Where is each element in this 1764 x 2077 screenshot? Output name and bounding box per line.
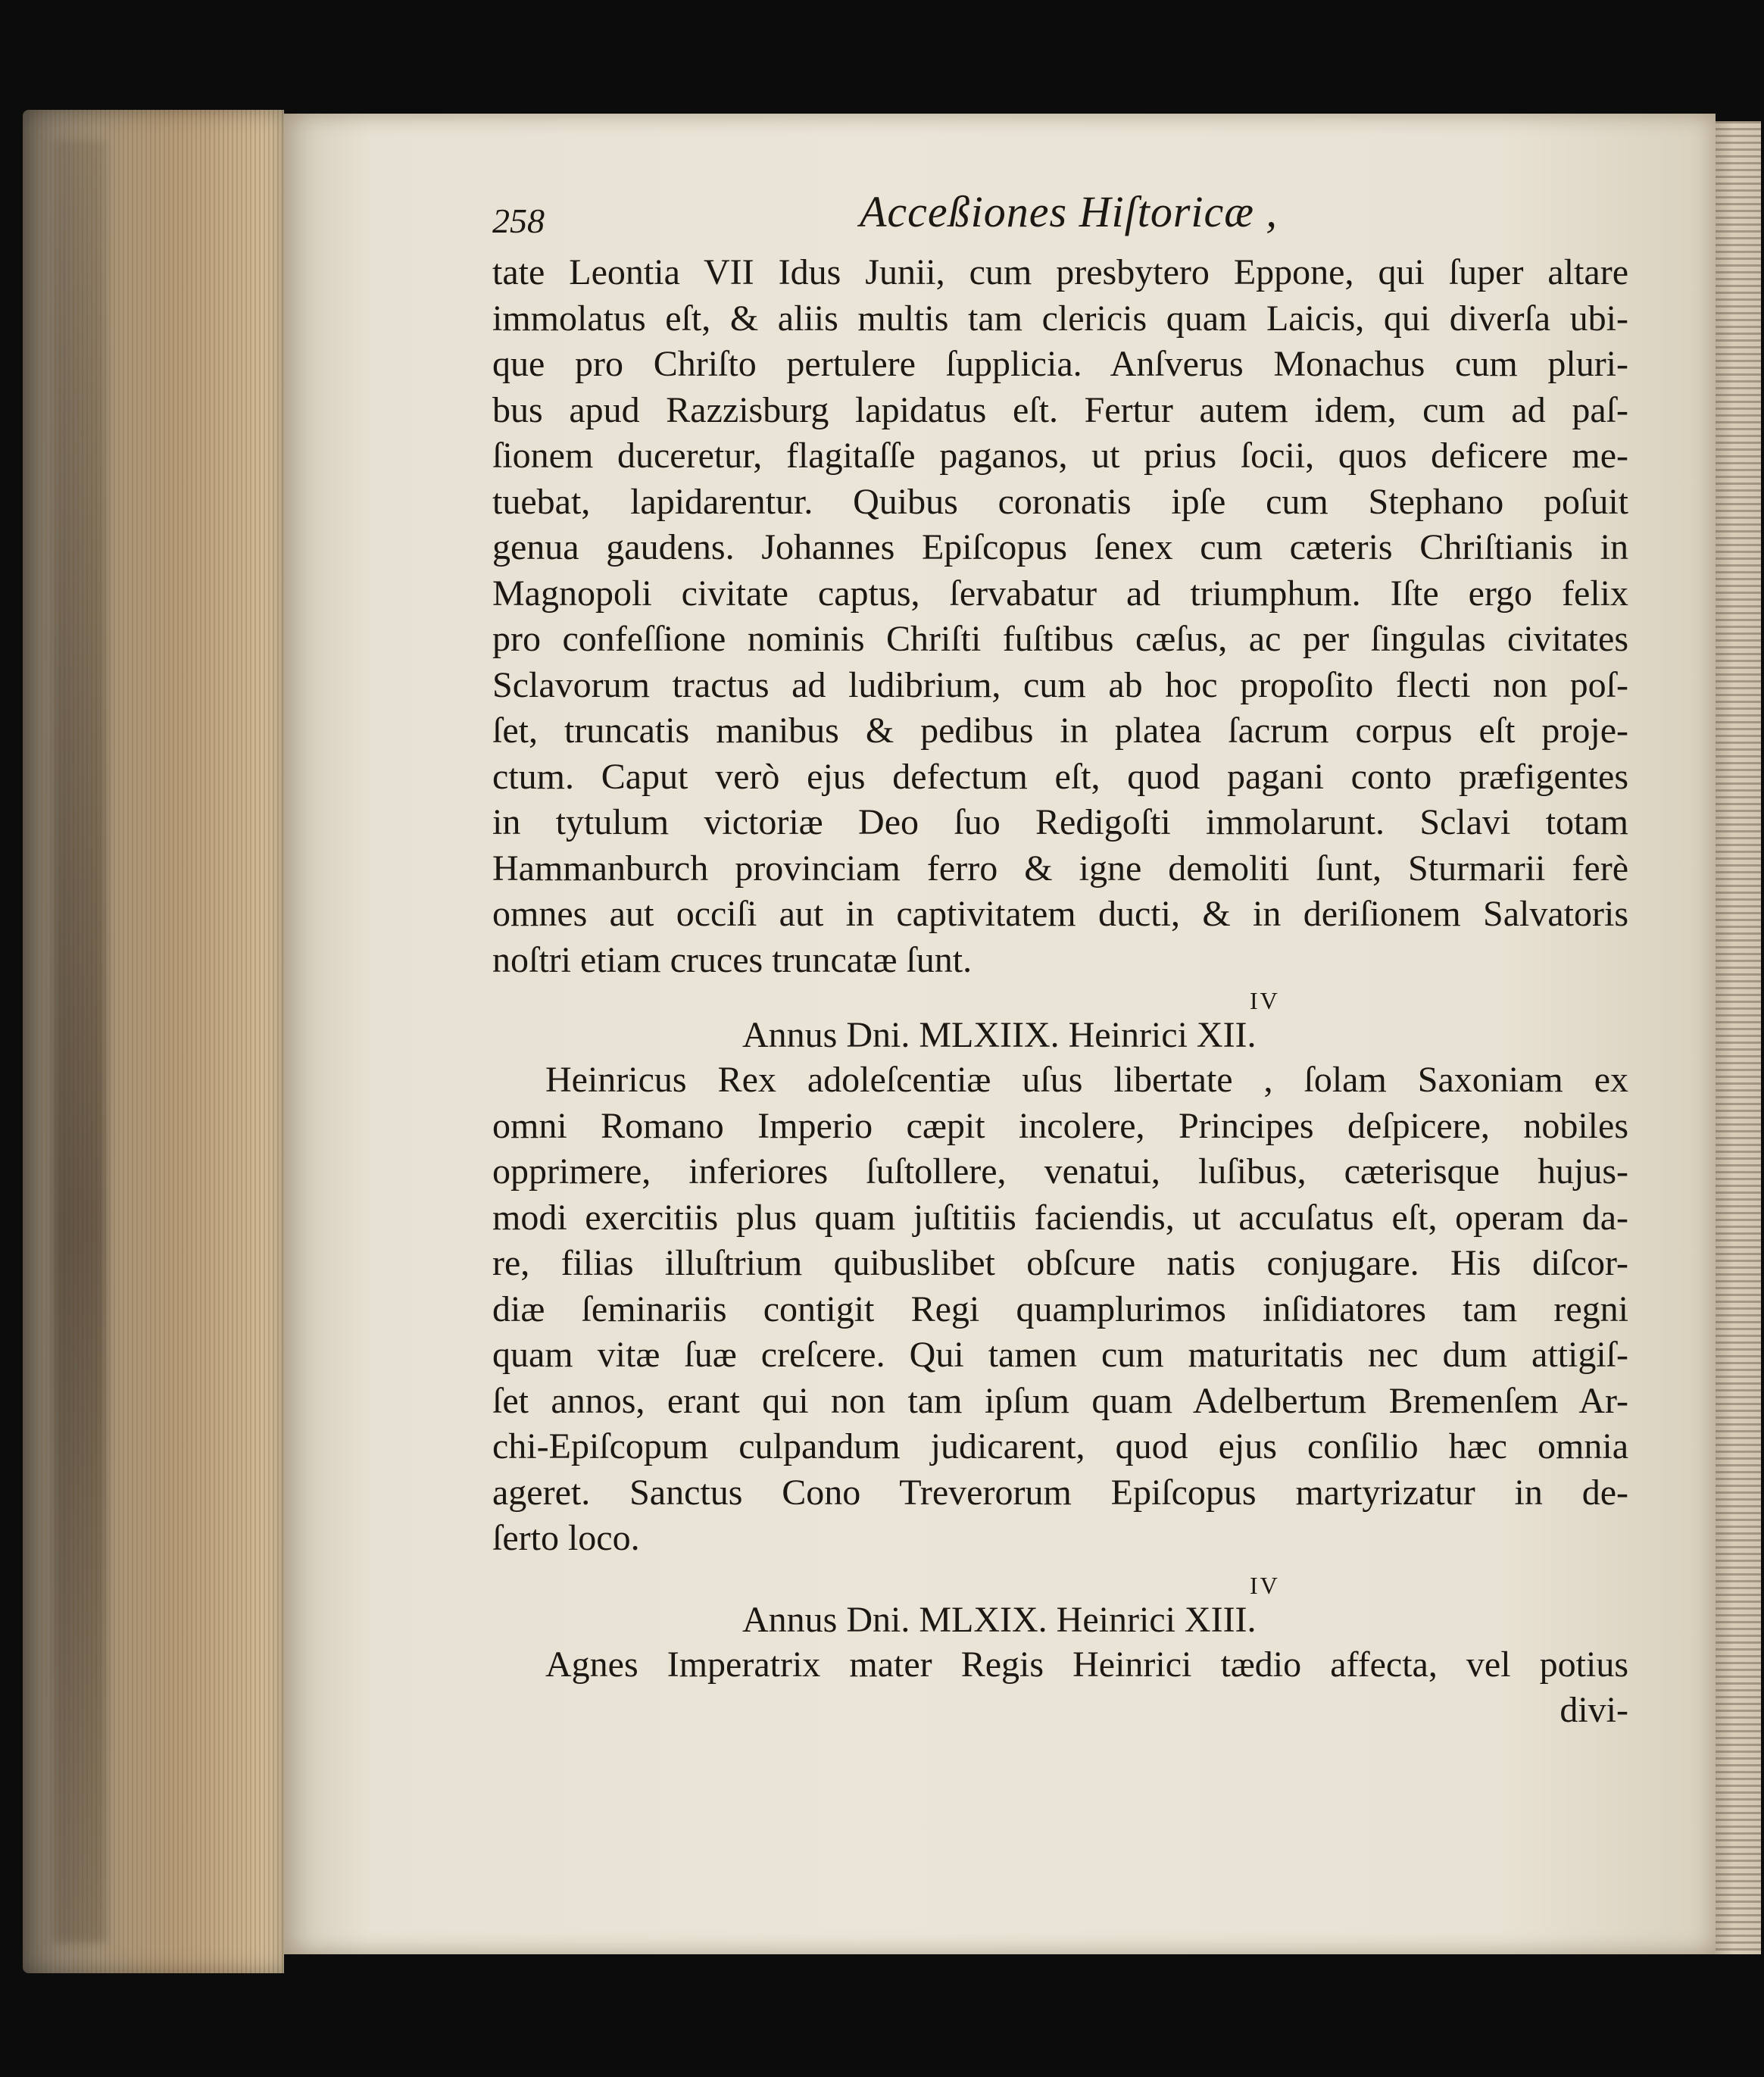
text-line: Hammanburch provinciam ferro & igne demoliti ſunt, Sturmarii ferè bbox=[492, 848, 1628, 889]
text-line: quam vitæ ſuæ creſcere. Qui tamen cum maturitatis nec dum attigiſ- bbox=[492, 1335, 1628, 1375]
running-title: Acceßiones Hiſtoricæ , bbox=[860, 187, 1278, 236]
text-line: Heinricus Rex adoleſcentiæ uſus libertate , ſolam Saxoniam ex bbox=[545, 1060, 1628, 1100]
text-line: chi-Epiſcopum culpandum judicarent, quod ejus conſilio hæc omnia bbox=[492, 1426, 1628, 1466]
running-head bbox=[492, 189, 1628, 250]
text-line: ctum. Caput verò ejus defectum eſt, quod pagani conto præfigentes bbox=[492, 756, 1628, 797]
text-line: que pro Chriſto pertulere ſupplicia. Anſverus Monachus cum pluri- bbox=[492, 344, 1628, 384]
text-line: pro confeſſione nominis Chriſti fuſtibus cæſus, ac per ſingulas civitates bbox=[492, 619, 1628, 659]
text-line: re, filias illuſtrium quibuslibet obſcure natis conjugare. His diſcor- bbox=[492, 1243, 1628, 1283]
facing-page-edge bbox=[1716, 121, 1761, 1954]
text-line: opprimere, inferiores ſuſtollere, venatui, luſibus, cæterisque hujus- bbox=[492, 1151, 1628, 1192]
text-line: tate Leontia VII Idus Junii, cum presbytero Eppone, qui ſuper altare bbox=[492, 252, 1628, 292]
text-line: noſtri etiam cruces truncatæ ſunt. bbox=[492, 939, 973, 980]
year-title: Annus Dni. MLXIX. Heinrici XIII. bbox=[742, 1599, 1257, 1640]
text-line: diæ ſeminariis contigit Regi quamplurimos inſidiatores tam regni bbox=[492, 1288, 1628, 1329]
text-line: Agnes Imperatrix mater Regis Heinrici tædio affecta, vel potius bbox=[545, 1644, 1628, 1685]
paragraph-3 bbox=[492, 1642, 1628, 1734]
page-number: 258 bbox=[492, 201, 545, 240]
text-line: immolatus eſt, & aliis multis tam clericis quam Laicis, qui diverſa ubi- bbox=[492, 298, 1628, 339]
text-line: bus apud Razzisburg lapidatus eſt. Fertur autem idem, cum ad paſ- bbox=[492, 389, 1628, 430]
page-block-edge bbox=[23, 110, 284, 1973]
text-line: modi exercitiis plus quam juſtitiis faciendis, ut accuſatus eſt, operam da- bbox=[492, 1197, 1628, 1238]
year-heading-1 bbox=[492, 988, 1628, 1057]
text-line: ageret. Sanctus Cono Treverorum Epiſcopus martyrizatur in de- bbox=[492, 1472, 1628, 1513]
year-title: Annus Dni. MLXIIX. Heinrici XII. bbox=[742, 1015, 1257, 1055]
text-line: Sclavorum tractus ad ludibrium, cum ab hoc propoſito flecti non poſ- bbox=[492, 664, 1628, 705]
text-line: omni Romano Imperio cæpit incolere, Principes deſpicere, nobiles bbox=[492, 1105, 1628, 1146]
text-line: ſet, truncatis manibus & pedibus in platea ſacrum corpus eſt proje- bbox=[492, 711, 1628, 751]
text-line: Magnopoli civitate captus, ſervabatur ad triumphum. Iſte ergo felix bbox=[492, 573, 1628, 614]
year-number: IV bbox=[1250, 1571, 1280, 1599]
page-text bbox=[492, 189, 1628, 1734]
paragraph-2 bbox=[492, 1057, 1628, 1562]
text-line: ſerto loco. bbox=[492, 1518, 640, 1558]
year-heading-2 bbox=[492, 1573, 1628, 1642]
text-line: genua gaudens. Johannes Epiſcopus ſenex cum cæteris Chriſtianis in bbox=[492, 527, 1628, 567]
text-line: in tytulum victoriæ Deo ſuo Redigoſti immolarunt. Sclavi totam bbox=[492, 802, 1628, 842]
catchword: divi- bbox=[1560, 1690, 1628, 1730]
text-line: ſionem duceretur, flagitaſſe paganos, ut prius ſocii, quos deficere me- bbox=[492, 436, 1628, 476]
paragraph-1 bbox=[492, 250, 1628, 983]
text-line: tuebat, lapidarentur. Quibus coronatis ipſe cum Stephano poſuit bbox=[492, 481, 1628, 522]
text-line: omnes aut occiſi aut in captivitatem ducti, & in deriſionem Salvatoris bbox=[492, 894, 1628, 934]
year-number: IV bbox=[1250, 987, 1280, 1014]
text-line: ſet annos, erant qui non tam ipſum quam Adelbertum Bremenſem Ar- bbox=[492, 1380, 1628, 1421]
